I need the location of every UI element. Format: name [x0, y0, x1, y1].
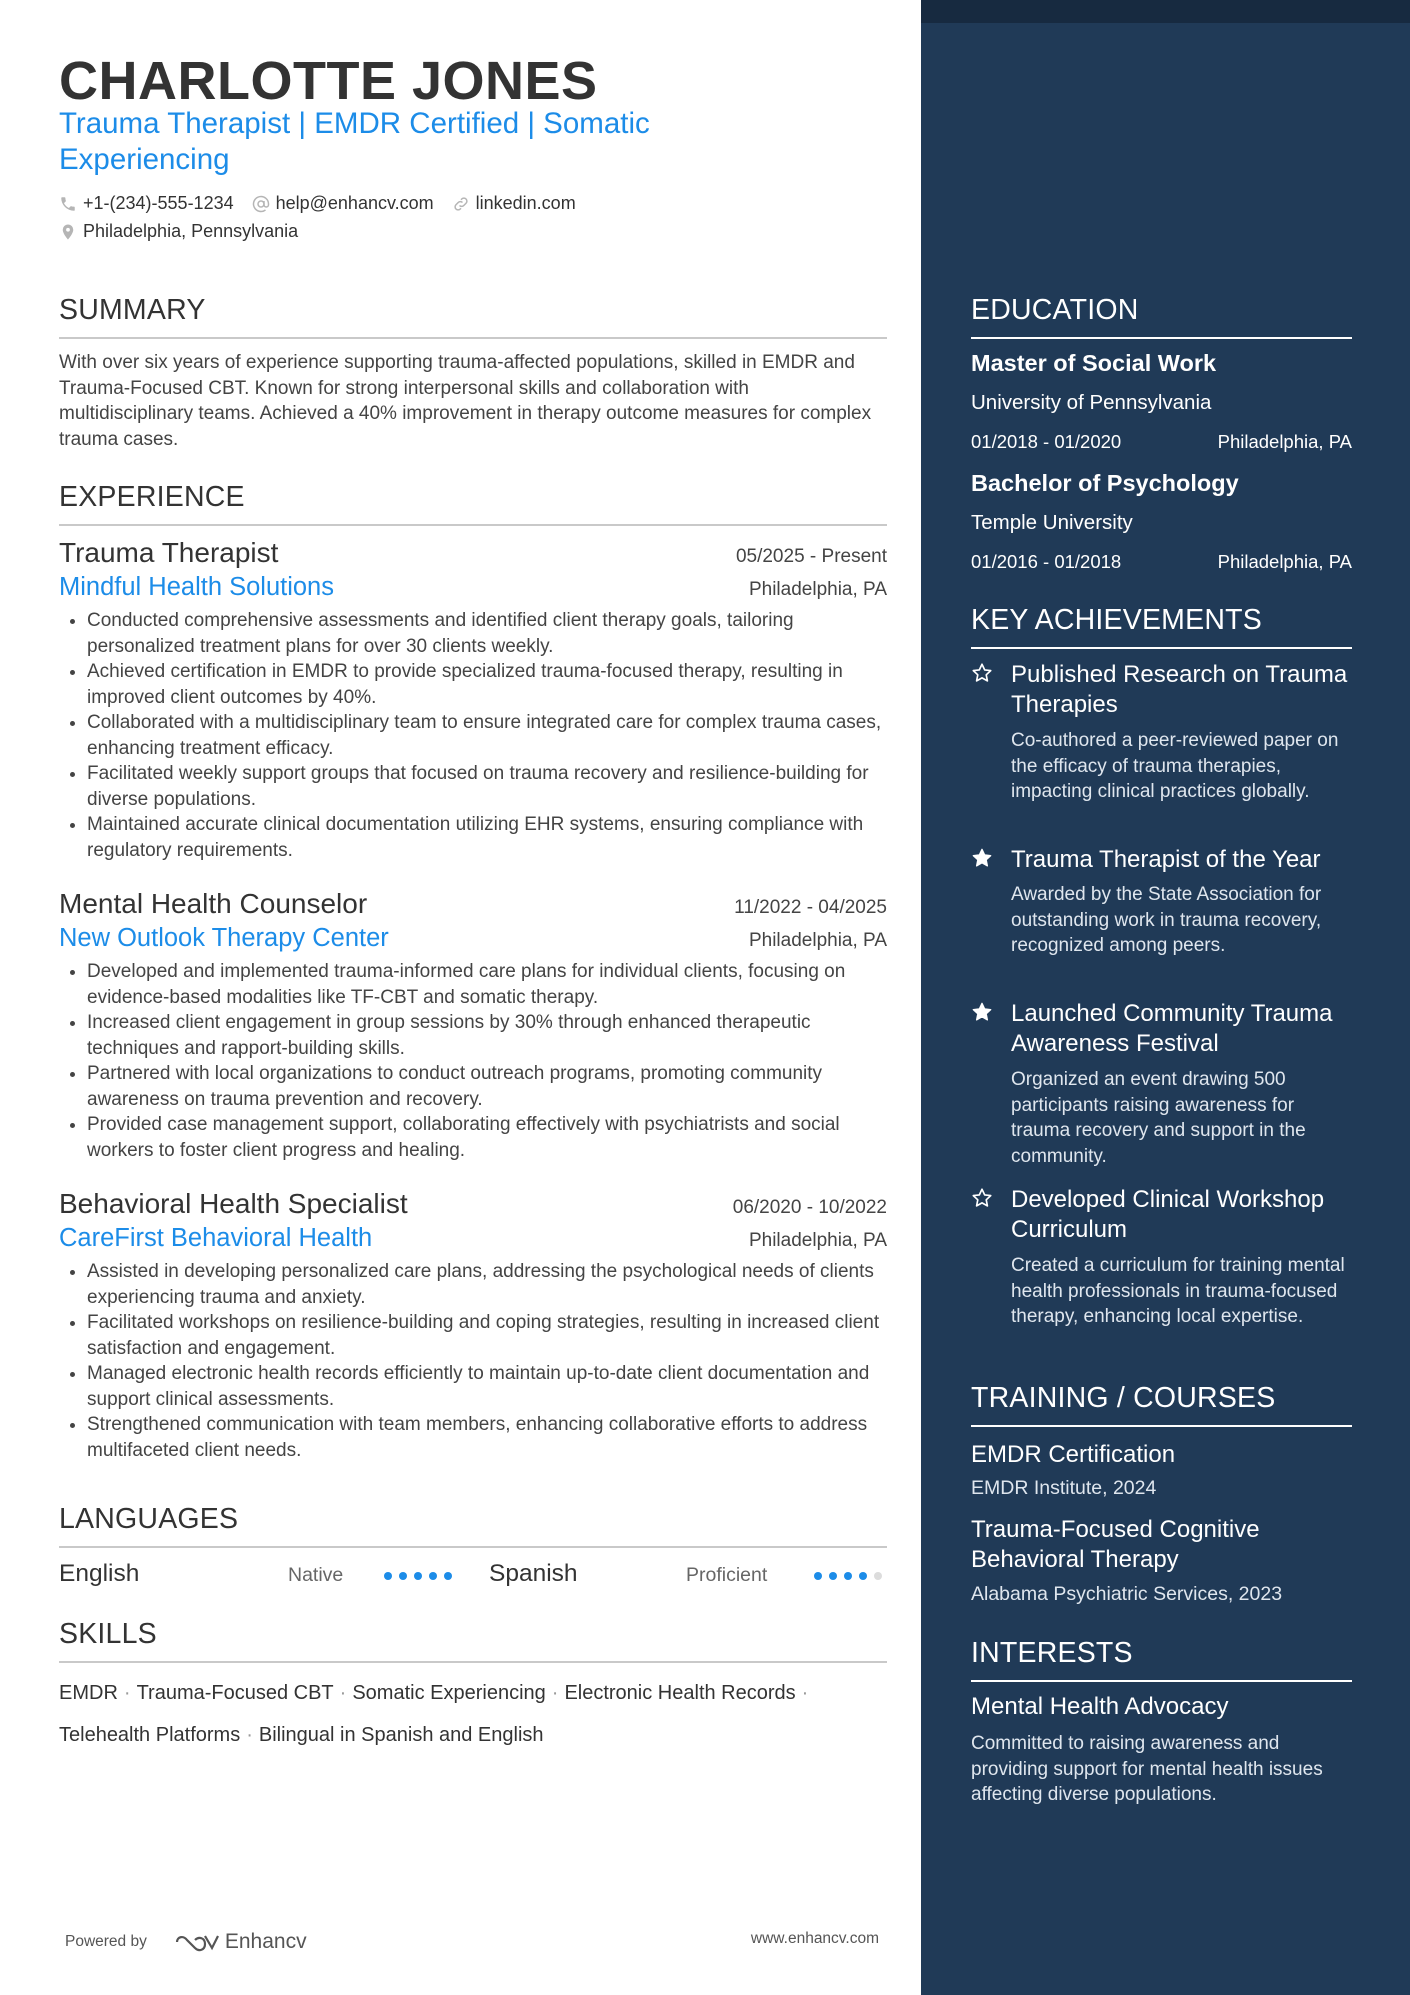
skill-item: Electronic Health Records — [564, 1682, 796, 1704]
language-rating — [814, 1566, 889, 1580]
achievement-desc: Co-authored a peer-reviewed paper on the efficacy of trauma therapies, impacting clinical practices globally. — [1011, 730, 1339, 802]
skill-item: Telehealth Platforms — [59, 1724, 241, 1746]
job-dates: 05/2025 - Present — [735, 546, 887, 567]
skills-heading: SKILLS — [59, 1618, 887, 1663]
languages-heading: LANGUAGES — [59, 1503, 887, 1548]
skill-separator: · — [551, 1682, 559, 1704]
education-location: Philadelphia, PA — [1217, 431, 1352, 452]
language-level: Native — [288, 1564, 344, 1586]
sidebar — [921, 0, 1410, 1995]
interest-title: Mental Health Advocacy — [971, 1693, 1229, 1720]
rating-dot-filled — [414, 1572, 422, 1580]
at-icon — [252, 195, 270, 213]
job-bullet: • Managed electronic health records efficiently to maintain up-to-date client documentation and support clinical assessments. — [87, 1361, 887, 1412]
education-entry — [971, 350, 1352, 453]
job-bullet: • Assisted in developing personalized care plans, addressing the psychological needs of clients experiencing trauma and anxiety. — [87, 1259, 887, 1310]
skill-item: Trauma-Focused CBT — [136, 1682, 334, 1704]
job-bullets — [59, 1259, 887, 1463]
job-bullets — [59, 608, 887, 863]
star-filled-icon — [971, 1001, 993, 1023]
achievement-desc: Organized an event drawing 500 participants raising awareness for trauma recovery and support in the community. — [1011, 1069, 1306, 1167]
skill-item: Bilingual in Spanish and English — [258, 1724, 544, 1746]
education-entry — [971, 470, 1352, 573]
achievement-title: Published Research on Trauma Therapies — [1011, 661, 1348, 718]
rating-dot-filled — [829, 1572, 837, 1580]
rating-dot-filled — [844, 1572, 852, 1580]
job-bullet: • Facilitated workshops on resilience-building and coping strategies, resulting in increased client satisfaction and engagement. — [87, 1310, 887, 1361]
brand-name: Enhancv — [224, 1930, 307, 1953]
job-company: CareFirst Behavioral Health — [59, 1224, 373, 1252]
job-entry — [59, 1188, 887, 1463]
education-dates: 01/2018 - 01/2020 — [971, 431, 1122, 452]
job-dates: 06/2020 - 10/2022 — [732, 1197, 887, 1218]
interest-desc: Committed to raising awareness and providing support for mental health issues affecting diverse populations. — [971, 1733, 1323, 1805]
job-location: Philadelphia, PA — [748, 930, 887, 951]
job-company: Mindful Health Solutions — [59, 573, 334, 601]
job-bullet: • Maintained accurate clinical documentation utilizing EHR systems, ensuring compliance with regulatory requirements. — [87, 812, 887, 863]
achievement-desc: Awarded by the State Association for outstanding work in trauma recovery, recognized among peers. — [1011, 884, 1322, 956]
rating-dot-filled — [444, 1572, 452, 1580]
contact-row — [59, 193, 594, 214]
candidate-name: CHARLOTTE JONES — [59, 51, 598, 111]
skill-item: EMDR — [59, 1682, 118, 1704]
contact-location: Philadelphia, Pennsylvania — [59, 221, 316, 242]
rating-dot-empty — [874, 1572, 882, 1580]
education-school: University of Pennsylvania — [971, 391, 1212, 414]
rating-dot-filled — [429, 1572, 437, 1580]
job-dates: 11/2022 - 04/2025 — [734, 897, 887, 918]
job-entry — [59, 537, 887, 863]
languages-row — [59, 1560, 887, 1592]
job-bullet: • Provided case management support, collaborating effectively with psychiatrists and social workers to foster client progress and healing. — [87, 1112, 887, 1163]
rating-dot-filled — [399, 1572, 407, 1580]
course-title: EMDR Certification — [971, 1441, 1176, 1468]
phone-icon — [59, 195, 77, 213]
job-bullet: • Developed and implemented trauma-informed care plans for individual clients, focusing on evidence-based modalities like TF-CBT and somatic therapy. — [87, 959, 887, 1010]
contact-linkedin[interactable]: linkedin.com — [452, 193, 576, 214]
star-filled-icon — [971, 847, 993, 869]
star-outline-icon — [971, 1187, 993, 1209]
education-degree: Bachelor of Psychology — [971, 470, 1239, 496]
job-bullet: • Conducted comprehensive assessments and identified client therapy goals, tailoring personalized treatment plans for over 30 clients weekly. — [87, 608, 887, 659]
skills-list — [59, 1672, 887, 1756]
language-name: Spanish — [489, 1560, 578, 1587]
skill-item: Somatic Experiencing — [352, 1682, 546, 1704]
course-provider: Alabama Psychiatric Services, 2023 — [971, 1583, 1283, 1605]
experience-heading: EXPERIENCE — [59, 481, 887, 526]
achievements-heading: KEY ACHIEVEMENTS — [971, 604, 1352, 649]
education-location: Philadelphia, PA — [1217, 551, 1352, 572]
rating-dot-filled — [384, 1572, 392, 1580]
language-name: English — [59, 1560, 140, 1587]
job-title: Mental Health Counselor — [59, 888, 368, 919]
summary-heading: SUMMARY — [59, 294, 887, 339]
job-title: Behavioral Health Specialist — [59, 1188, 408, 1219]
job-location: Philadelphia, PA — [748, 579, 887, 600]
interests-heading: INTERESTS — [971, 1637, 1352, 1682]
headline: Trauma Therapist | EMDR Certified | Somatic Experiencing — [59, 107, 650, 176]
skill-separator: · — [123, 1682, 131, 1704]
rating-dot-filled — [814, 1572, 822, 1580]
skill-separator: · — [339, 1682, 347, 1704]
education-school: Temple University — [971, 511, 1133, 534]
course-provider: EMDR Institute, 2024 — [971, 1477, 1157, 1499]
skill-separator: · — [801, 1682, 809, 1704]
summary-text: With over six years of experience supporting trauma-affected populations, skilled in EMDR and Trauma-Focused CBT. Known for strong interpersonal skills and collaboration with multidisciplinary teams. Achieved a 40% improvement in therapy outcome measures for complex trauma cases. — [59, 352, 872, 450]
achievement-desc: Created a curriculum for training mental health professionals in trauma-focused therapy, enhancing local expertise. — [1011, 1255, 1345, 1327]
location-pin-icon — [59, 223, 77, 241]
contact-email[interactable]: help@enhancv.com — [252, 193, 434, 214]
job-bullet: • Facilitated weekly support groups that focused on trauma recovery and resilience-building for diverse populations. — [87, 761, 887, 812]
sidebar-top-bar — [921, 0, 1410, 23]
achievement-title: Developed Clinical Workshop Curriculum — [1011, 1186, 1325, 1243]
rating-dot-filled — [859, 1572, 867, 1580]
footer-url[interactable]: www.enhancv.com — [750, 1930, 879, 1947]
job-title: Trauma Therapist — [59, 537, 279, 568]
job-bullet: • Achieved certification in EMDR to provide specialized trauma-focused therapy, resulting in improved client outcomes by 40%. — [87, 659, 887, 710]
education-dates: 01/2016 - 01/2018 — [971, 551, 1122, 572]
star-outline-icon — [971, 662, 993, 684]
job-bullet: • Collaborated with a multidisciplinary team to ensure integrated care for complex trauma cases, enhancing treatment efficacy. — [87, 710, 887, 761]
job-company: New Outlook Therapy Center — [59, 924, 389, 952]
education-heading: EDUCATION — [971, 294, 1352, 339]
enhancv-logo-icon — [173, 1930, 221, 1954]
achievement-title: Trauma Therapist of the Year — [1011, 846, 1321, 873]
job-bullets — [59, 959, 887, 1163]
education-degree: Master of Social Work — [971, 350, 1217, 376]
achievement-title: Launched Community Trauma Awareness Festival — [1011, 1000, 1333, 1057]
contact-phone: +1-(234)-555-1234 — [59, 193, 234, 214]
link-icon — [452, 195, 470, 213]
job-location: Philadelphia, PA — [748, 1230, 887, 1251]
language-level: Proficient — [686, 1564, 768, 1586]
course-title: Trauma-Focused Cognitive Behavioral Therapy — [971, 1516, 1260, 1573]
job-bullet: • Increased client engagement in group sessions by 30% through enhanced therapeutic techniques and rapport-building skills. — [87, 1010, 887, 1061]
skill-separator: · — [246, 1724, 253, 1746]
job-bullet: • Strengthened communication with team members, enhancing collaborative efforts to address multifaceted client needs. — [87, 1412, 887, 1463]
job-bullet: • Partnered with local organizations to conduct outreach programs, promoting community awareness on trauma prevention and recovery. — [87, 1061, 887, 1112]
job-entry — [59, 888, 887, 1163]
powered-by[interactable]: Powered by Enhancv — [65, 1930, 307, 1953]
language-rating — [384, 1566, 459, 1580]
training-heading: TRAINING / COURSES — [971, 1382, 1352, 1427]
